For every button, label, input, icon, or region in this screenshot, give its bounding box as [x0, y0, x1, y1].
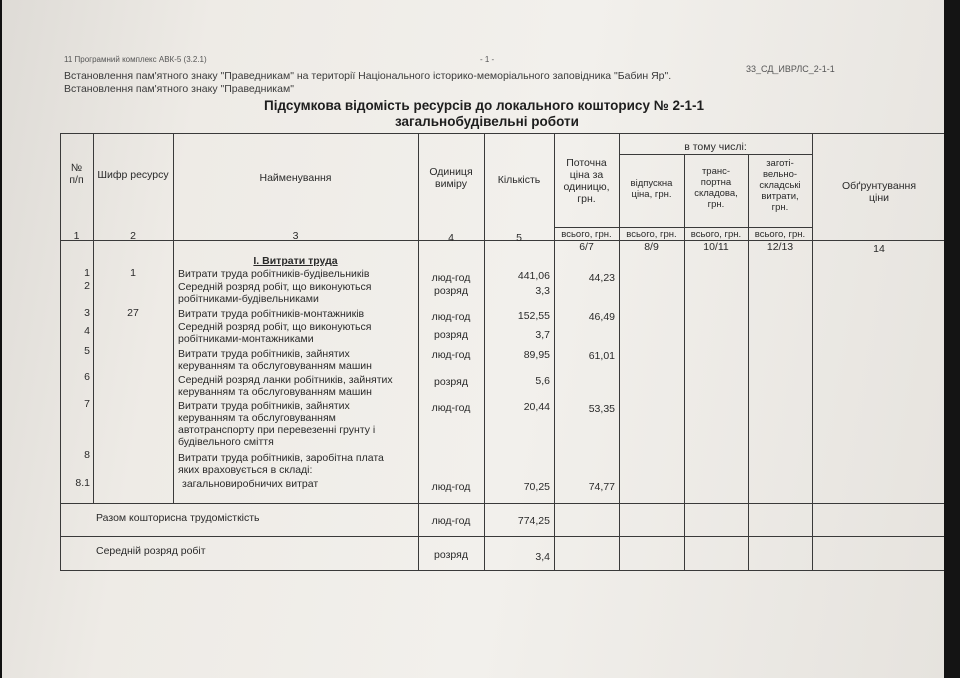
- header-release-price: відпускна ціна, грн.: [630, 178, 673, 200]
- column-number: 4: [448, 232, 454, 244]
- document-code: 33_СД_ИВРЛС_2-1-1: [746, 64, 835, 74]
- header-unit: Одиниця виміру: [429, 166, 473, 190]
- document-subtitle: загальнобудівельні роботи: [395, 114, 579, 129]
- total-label: всього, грн.: [626, 229, 677, 240]
- header-price: Поточна ціна за одиницю, грн.: [563, 157, 610, 205]
- column-number: 8/9: [644, 241, 659, 253]
- column-number: 3: [292, 230, 299, 242]
- header-code: Шифр ресурсу: [97, 169, 169, 181]
- project-line-1: Встановлення пам'ятного знаку "Праведникам" на території Національного історико-меморіального заповідника "Бабин Яр".: [64, 70, 672, 82]
- total-label: всього, грн.: [561, 229, 612, 240]
- header-including: в тому числі:: [684, 141, 747, 153]
- project-line-2: Встановлення пам'ятного знаку "Праведникам": [64, 83, 294, 95]
- page-edge-shadow: [944, 0, 960, 678]
- section-title: І. Витрати труда: [253, 255, 338, 267]
- header-quantity: Кількість: [497, 174, 541, 186]
- document-page: 11 Програмний комплекс АВК-5 (3.2.1) - 1 - 33_СД_ИВРЛС_2-1-1 Встановлення пам'ятного знаку "Праведникам" на території Національного історико-меморіального заповідника "Бабин Яр". Встановлення пам'ятного знаку "Праведникам" Підсумкова відомість ресурсів до локального кошторису № 2-1-1 загальнобудівельні роботи № п/п Шифр ресурсу Найменування Одиниця виміру Кількість Поточна ціна за одиницю, грн. в тому числі: відпускна ціна, грн. транс- портна складова, грн. заготі- вельно- складські витрати, грн. Обґрунтування ціни всього, грн. всього, грн. всього, грн. всього, грн. 1 2 3 4 5 6/7 8/9 10/11 12/13 14 І. Витрати труда 1 1 Витрати труда робітників-будівельників люд-год 441,06 44,23 2 Середній розряд робіт, що виконуються робітниками-будівельниками розряд 3,3 3 27 Витрати труда робітників-монтажників люд-год 152,55 46,49 4 Середній розряд робіт, що виконуються робітниками-монтажниками розряд 3,7 5 Витрати труда робітників, зайнятих керуванням та обслуговуванням машин люд-год 89,95 61,01 6 Середній розряд ланки робітників, зайнятих керуванням та обслуговуванням машин розряд 5,6 7 Витрати труда робітників, зайнятих керуванням та обслуговуванням автотранспорту при перевезенні грунту і будівельного сміття люд-год 20,44 53,35 8 Витрати труда робітників, заробітна плата яких враховується в складі: 8.1 загальновиробничих витрат люд-год 70,25 74,77 Разом кошторисна трудомісткість люд-год 774,25 Середній розряд робіт розряд 3,4: [2, 0, 946, 678]
- column-number: 10/11: [703, 241, 729, 253]
- total-label: всього, грн.: [754, 229, 806, 240]
- column-number: 14: [873, 243, 885, 255]
- column-number: 5: [516, 232, 522, 244]
- column-number: 1: [73, 230, 80, 242]
- header-transport: транс- портна складова, грн.: [694, 166, 738, 210]
- column-number: 2: [130, 230, 136, 242]
- page-number: - 1 -: [480, 55, 495, 64]
- total-label: всього, грн.: [690, 229, 742, 240]
- header-name: Найменування: [259, 172, 332, 184]
- header-num: № п/п: [69, 162, 84, 186]
- header-storage: заготі- вельно- складські витрати, грн.: [759, 158, 801, 213]
- program-label: 11 Програмний комплекс АВК-5 (3.2.1): [64, 55, 207, 64]
- column-number: 12/13: [766, 241, 794, 253]
- document-title: Підсумкова відомість ресурсів до локального кошторису № 2-1-1: [264, 98, 705, 113]
- header-justification: Обґрунтування ціни: [841, 180, 917, 204]
- column-number: 6/7: [579, 241, 594, 253]
